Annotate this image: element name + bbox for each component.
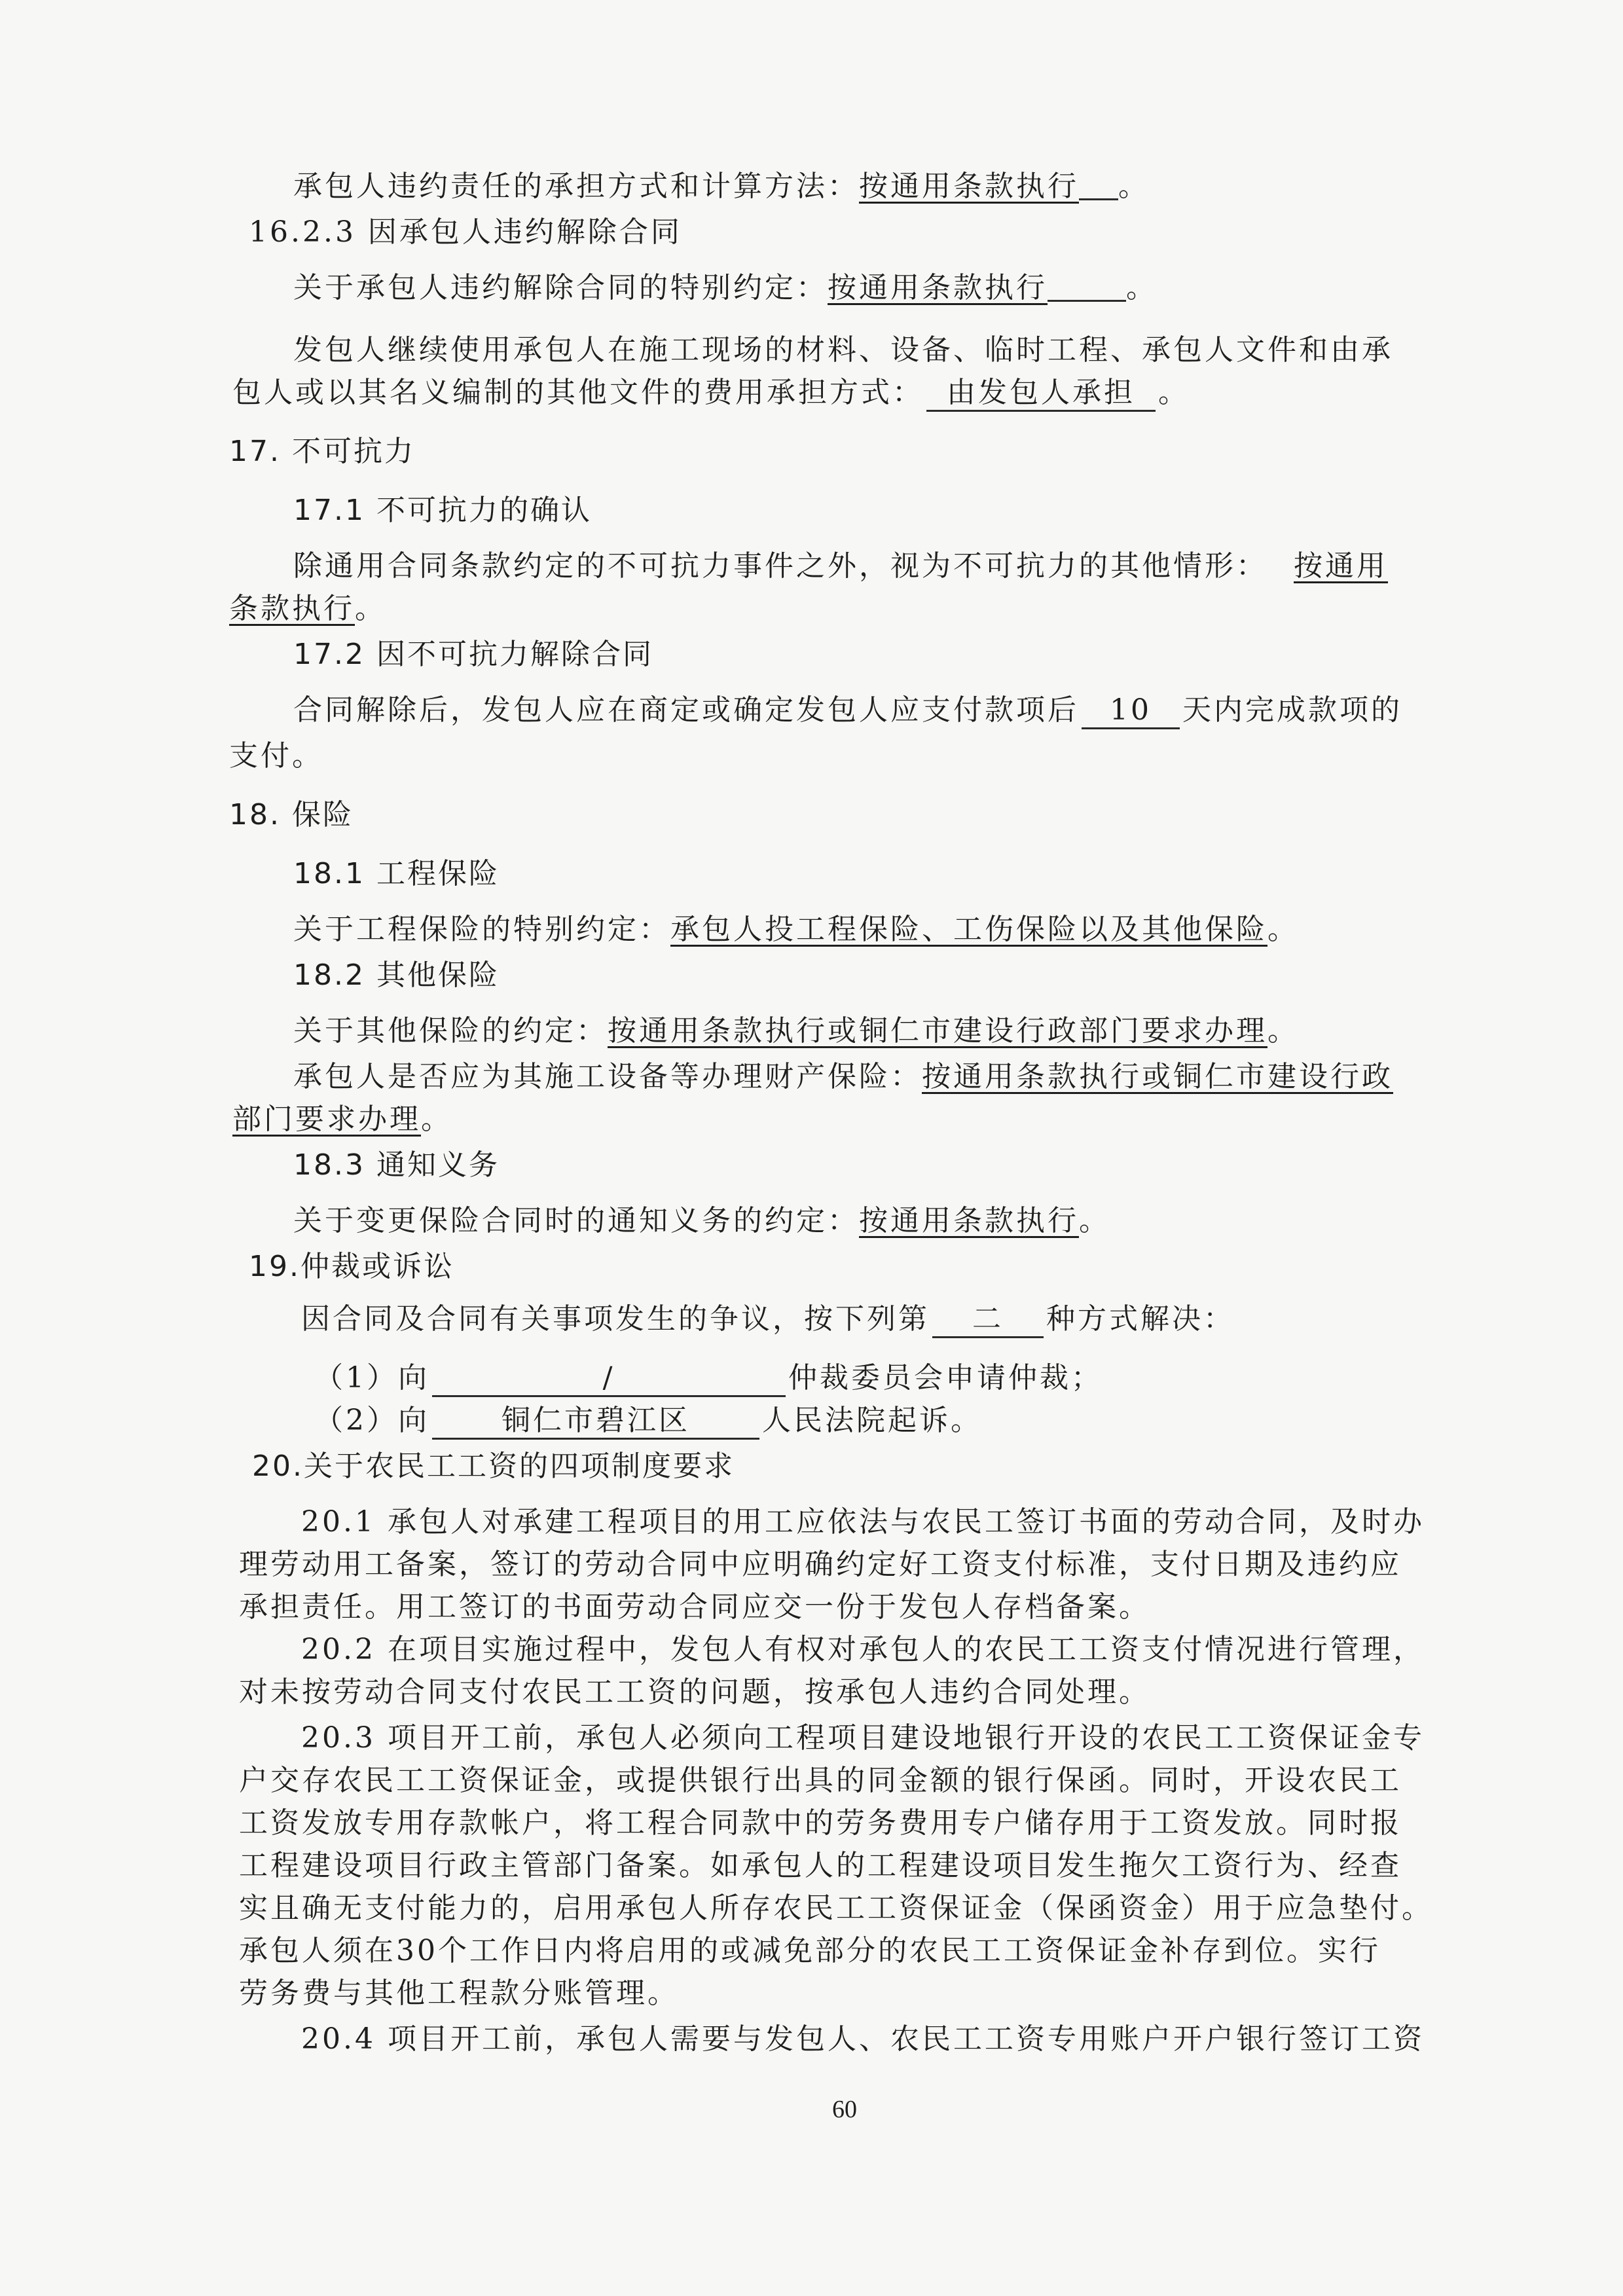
heading: 17. 不可抗力 [229,435,415,468]
text: 除通用合同条款约定的不可抗力事件之外，视为不可抗力的其他情形： [293,549,1267,583]
text: 因合同及合同有关事项发生的争议，按下列第 [301,1302,930,1336]
paragraph-property-insurance-1 [293,1057,1393,1097]
text: 承包人是否应为其施工设备等办理财产保险： [293,1060,922,1093]
text: 。 [421,1102,452,1136]
text: 。 [1267,913,1299,946]
paragraph-20-1-line3 [239,1588,1150,1627]
fill-value: 按通用条款执行 [859,170,1079,203]
paragraph-20-3-line5 [239,1889,1433,1928]
heading-17 [229,432,415,471]
text: 对未按劳动合同支付农民工工资的问题，按承包人违约合同处理。 [239,1675,1150,1709]
heading-18-3 [293,1146,500,1185]
heading-17-2 [293,635,653,674]
text: 实且确无支付能力的，启用承包人所存农民工工资保证金（保函资金）用于应急垫付。 [239,1891,1433,1925]
text: 承包人须在30个工作日内将启用的或减免部分的农民工工资保证金补存到位。实行 [239,1934,1381,1967]
paragraph-dispute [301,1300,1235,1339]
text: 承担责任。用工签订的书面劳动合同应交一份于发包人存档备案。 [239,1590,1150,1624]
fill-value: 10 [1082,693,1180,729]
text: 20.1 承包人对承建工程项目的用工应依法与农民工签订书面的劳动合同，及时办 [301,1505,1425,1539]
text: 20.3 项目开工前，承包人必须向工程项目建设地银行开设的农民工工资保证金专 [301,1721,1425,1755]
text: 户交存农民工工资保证金，或提供银行出具的同金额的银行保函。同时，开设农民工 [239,1764,1402,1797]
fill-value: 承包人投工程保险、工伤保险以及其他保险 [670,913,1267,946]
text: 发包人继续使用承包人在施工现场的材料、设备、临时工程、承包人文件和由承 [293,333,1393,367]
text: 关于其他保险的约定： [293,1014,608,1048]
text: 天内完成款项的 [1182,693,1402,727]
paragraph-20-1-line2 [239,1545,1402,1584]
text: 20.2 在项目实施过程中，发包人有权对承包人的农民工工资支付情况进行管理， [301,1633,1425,1666]
fill-value: 铜仁市碧江区 [432,1404,759,1440]
paragraph-20-2-line2 [239,1673,1150,1712]
heading: 18. 保险 [229,798,354,831]
heading: 18.1 工程保险 [293,857,500,890]
text: （2）向 [314,1404,429,1437]
paragraph-property-insurance-2 [232,1100,452,1139]
text: 包人或以其名义编制的其他文件的费用承担方式： [232,376,924,409]
heading: 17.2 因不可抗力解除合同 [293,638,653,671]
option-arbitration [314,1358,1103,1398]
text: 。 [1158,376,1190,409]
fill-value: 按通用条款执行或铜仁市建设行政 [922,1060,1393,1093]
fill-value: 二 [932,1302,1044,1338]
text: 人民法院起诉。 [762,1404,982,1437]
heading: 20.关于农民工工资的四项制度要求 [252,1449,735,1483]
text: 支付。 [229,739,323,773]
heading-18-2 [293,956,500,995]
text: 工资发放专用存款帐户，将工程合同款中的劳务费用专户储存用于工资发放。同时报 [239,1806,1402,1840]
paragraph-20-3-line7 [239,1974,679,2013]
paragraph-20-3-line2 [239,1761,1402,1800]
fill-value: 按通用 [1294,549,1388,583]
heading-20 [252,1447,735,1486]
paragraph-notification [293,1201,1110,1241]
fill-value: / [432,1361,786,1397]
heading-18-1 [293,854,500,894]
paragraph-20-3-line4 [239,1846,1402,1886]
paragraph-20-4-line1 [301,2020,1425,2059]
text: 。 [1267,1014,1299,1048]
heading: 18.2 其他保险 [293,958,500,992]
fill-value: 条款执行 [229,592,355,625]
fill-value: 部门要求办理 [232,1102,421,1136]
paragraph-breach-liability [293,167,1150,206]
text: 关于工程保险的特别约定： [293,913,670,946]
text: 关于变更保险合同时的通知义务的约定： [293,1204,859,1237]
option-litigation [314,1401,982,1440]
paragraph-20-3-line3 [239,1804,1402,1843]
fill-value: 按通用条款执行 [859,1204,1079,1237]
paragraph-payment-days-2 [229,737,323,776]
paragraph-20-2-line1 [301,1630,1425,1669]
heading: 19.仲裁或诉讼 [249,1250,454,1283]
heading: 18.3 通知义务 [293,1148,500,1182]
text: 合同解除后，发包人应在商定或确定发包人应支付款项后 [293,693,1079,727]
paragraph-engineering-insurance [293,910,1299,949]
heading: 17.1 不可抗力的确认 [293,494,592,527]
paragraph-20-3-line6 [239,1931,1381,1971]
text: 20.4 项目开工前，承包人需要与发包人、农民工工资专用账户开户银行签订工资 [301,2022,1425,2056]
paragraph-force-majeure-1 [293,547,1388,586]
section-title: 16.2.3 因承包人违约解除合同 [249,215,682,249]
text: 承包人违约责任的承担方式和计算方法： [293,170,859,203]
text: 关于承包人违约解除合同的特别约定： [293,271,828,304]
text: （1）向 [314,1361,429,1394]
paragraph-20-3-line1 [301,1719,1425,1758]
text: 。 [355,592,386,625]
text: 仲裁委员会申请仲裁； [788,1361,1103,1394]
heading-18 [229,795,354,835]
paragraph-20-1-line1 [301,1503,1425,1542]
text: 。 [1118,170,1150,203]
page-number: 60 [832,2096,857,2123]
paragraph-other-insurance [293,1011,1299,1051]
fill-value: 按通用条款执行 [828,271,1048,304]
fill-value: 按通用条款执行或铜仁市建设行政部门要求办理 [608,1014,1267,1048]
text: 。 [1126,271,1158,304]
paragraph-force-majeure-2 [229,589,386,629]
text: 理劳动用工备案，签订的劳动合同中应明确约定好工资支付标准，支付日期及违约应 [239,1548,1402,1581]
paragraph-continued-use-2 [232,373,1190,412]
text: 种方式解决： [1046,1302,1235,1336]
text: 工程建设项目行政主管部门备案。如承包人的工程建设项目发生拖欠工资行为、经查 [239,1849,1402,1882]
section-16-2-3 [249,213,682,252]
heading-19 [249,1247,454,1286]
fill-value: 由发包人承担 [926,376,1156,412]
paragraph-payment-days-1 [293,691,1402,730]
heading-17-1 [293,491,592,530]
paragraph-continued-use-1 [293,331,1393,370]
text: 。 [1079,1204,1110,1237]
text: 劳务费与其他工程款分账管理。 [239,1977,679,2010]
paragraph-termination [293,268,1158,308]
